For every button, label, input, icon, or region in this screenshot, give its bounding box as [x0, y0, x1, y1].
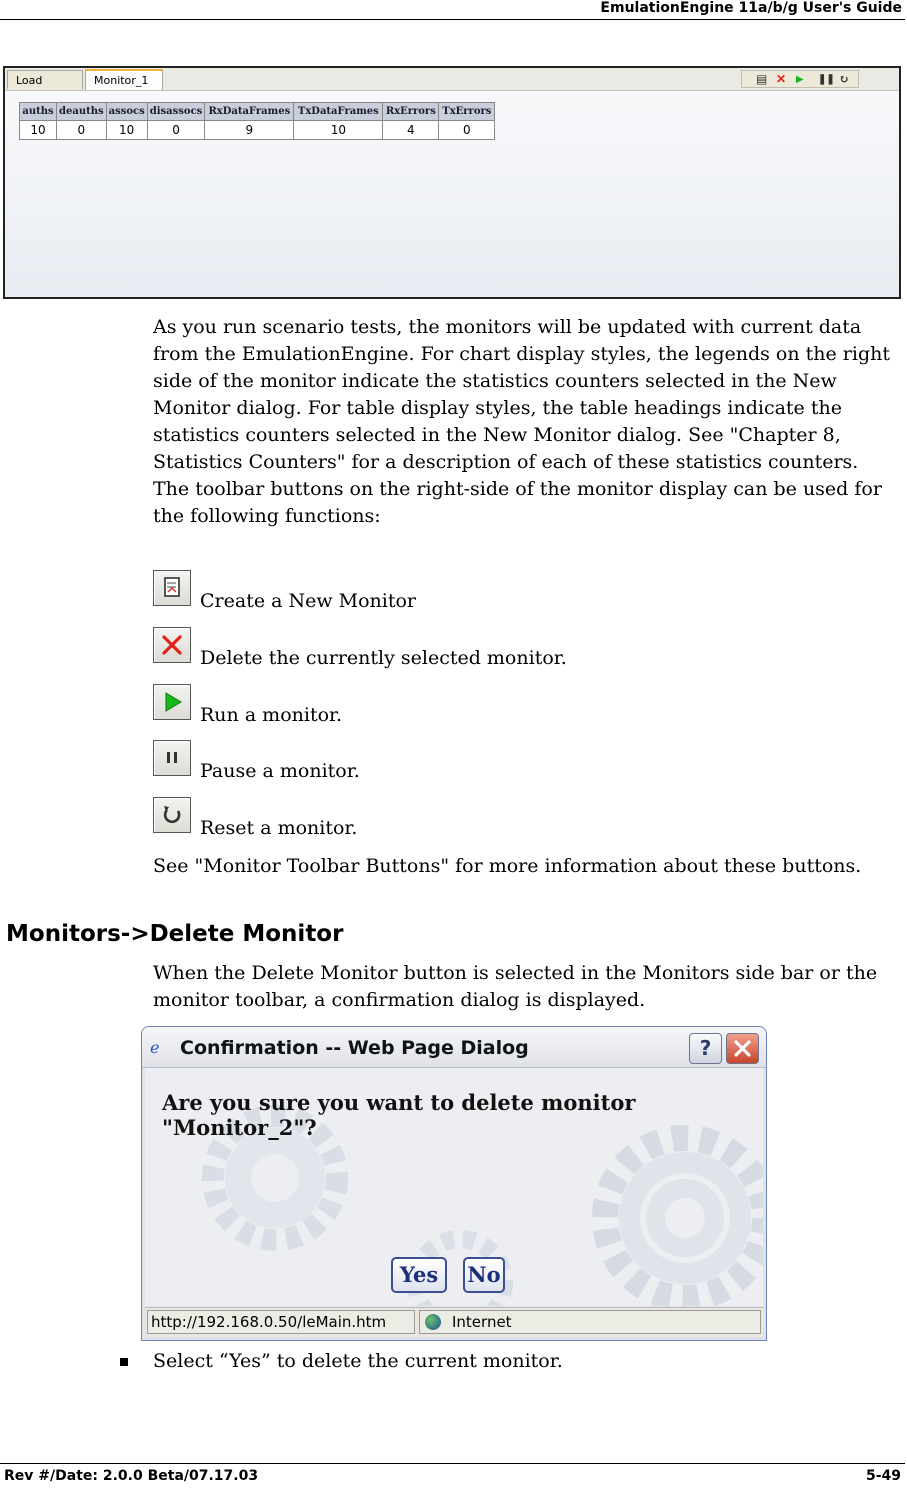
stats-header: deauths	[57, 103, 107, 121]
dialog-question: Are you sure you want to delete monitor "Monitor_2"?	[162, 1090, 636, 1140]
delete-icon[interactable]: ✕	[776, 72, 787, 86]
reset-icon[interactable]: ↻	[839, 72, 850, 86]
stats-value: 10	[294, 121, 383, 140]
dialog-body	[145, 1068, 763, 1306]
help-button[interactable]: ?	[689, 1033, 722, 1064]
monitor-toolbar	[741, 70, 859, 88]
close-button[interactable]	[726, 1033, 759, 1064]
stats-value: 10	[106, 121, 147, 140]
globe-icon	[425, 1314, 441, 1330]
delete-icon	[153, 627, 191, 663]
no-button[interactable]: No	[463, 1257, 505, 1293]
dialog-title-bar	[142, 1027, 766, 1068]
stats-value-row	[20, 121, 495, 140]
stats-value: 9	[205, 121, 294, 140]
dialog-status-bar	[145, 1307, 763, 1337]
stats-header: auths	[20, 103, 57, 121]
status-zone	[419, 1310, 761, 1334]
status-zone-label: Internet	[452, 1313, 512, 1331]
page-footer	[0, 1463, 905, 1484]
ie-icon: ℯ	[150, 1038, 160, 1057]
run-icon[interactable]: ▶	[796, 74, 804, 85]
confirmation-dialog	[141, 1026, 767, 1341]
yes-button[interactable]: Yes	[391, 1257, 447, 1293]
function-label: Delete the currently selected monitor.	[200, 647, 567, 669]
tab-load-profile[interactable]: Load	[7, 70, 83, 89]
section-title: Monitors->Delete Monitor	[6, 921, 344, 947]
monitor-screenshot	[3, 66, 901, 299]
stats-value: 10	[20, 121, 57, 140]
monitor-tab-bar	[5, 68, 899, 91]
dialog-title: Confirmation -- Web Page Dialog	[180, 1037, 529, 1059]
stats-value: 0	[57, 121, 107, 140]
bullet-text: Select “Yes” to delete the current monitor.	[153, 1350, 563, 1372]
pause-icon[interactable]: ❚❚	[818, 74, 835, 85]
stats-header: assocs	[106, 103, 147, 121]
new-monitor-icon	[153, 570, 191, 606]
run-icon	[153, 684, 191, 720]
header-title: EmulationEngine 11a/b/g User's Guide	[600, 0, 902, 16]
stats-header: disassocs	[147, 103, 205, 121]
stats-value: 0	[439, 121, 495, 140]
intro-paragraph: As you run scenario tests, the monitors will be updated with current data from the EmulationEngine. For chart display styles, the legends on the right side of the monitor indicate the statistics counters selected in the New Monitor dialog. For table display styles, the table headings indicate the statistics counters selected in the New Monitor dialog. See "Chapter 8, Statistics Counters" for a description of each of these statistics counters. The toolbar buttons on the right-side of the monitor display can be used for the following functions:	[153, 316, 890, 527]
function-label: Pause a monitor.	[200, 760, 360, 782]
monitor-body	[5, 91, 899, 297]
stats-header: TxErrors	[439, 103, 495, 121]
footer-page-number: 5-49	[865, 1468, 901, 1484]
reset-icon	[153, 797, 191, 833]
function-label: Create a New Monitor	[200, 590, 417, 612]
stats-header-row	[20, 103, 495, 121]
footer-revision: Rev #/Date: 2.0.0 Beta/07.17.03	[4, 1468, 259, 1484]
stats-value: 4	[383, 121, 439, 140]
close-icon	[727, 1034, 758, 1063]
function-label: Reset a monitor.	[200, 817, 358, 839]
stats-header: TxDataFrames	[294, 103, 383, 121]
stats-value: 0	[147, 121, 205, 140]
status-url: http://192.168.0.50/leMain.htm	[147, 1310, 415, 1334]
page-header	[0, 0, 905, 20]
section-paragraph: When the Delete Monitor button is selected in the Monitors side bar or the monitor toolbar, a confirmation dialog is displayed.	[153, 962, 878, 1011]
pause-icon	[153, 740, 191, 776]
stats-header: RxErrors	[383, 103, 439, 121]
new-monitor-icon[interactable]: ▤	[756, 72, 768, 86]
stats-header: RxDataFrames	[205, 103, 294, 121]
see-paragraph: See "Monitor Toolbar Buttons" for more information about these buttons.	[153, 855, 862, 877]
function-label: Run a monitor.	[200, 704, 343, 726]
stats-table	[19, 102, 495, 140]
bullet-icon	[120, 1358, 128, 1366]
tab-monitor-1[interactable]: Monitor_1	[85, 69, 163, 90]
